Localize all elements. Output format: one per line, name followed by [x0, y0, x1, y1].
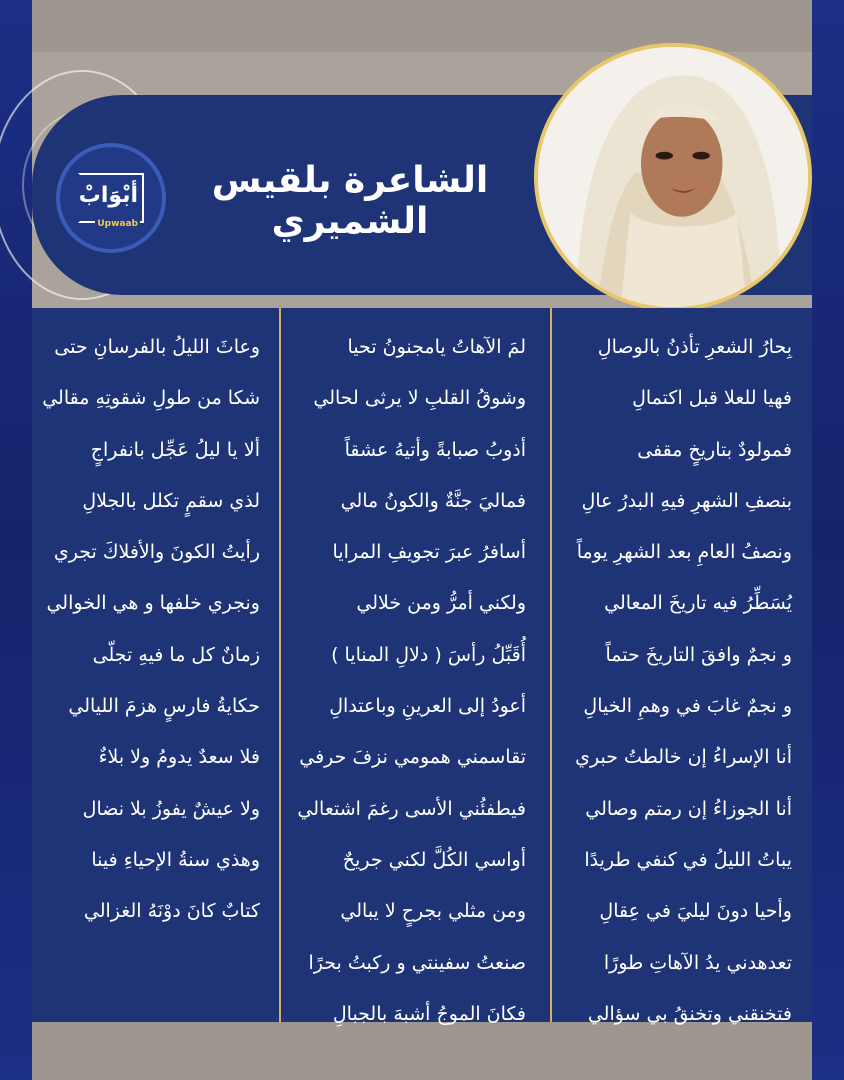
verse-line: لذي سقمٍ تكلل بالجلالِ [82, 489, 260, 512]
verse-line: فماليَ جنَّةٌ والكونُ مالي [340, 489, 526, 512]
verse-line: وأحيا دونَ ليليَ في عِقالِ [599, 900, 792, 923]
verse-line: ومن مثلي بجرحٍ لا يبالي [340, 900, 526, 923]
verse-line: أسافرُ عبرَ تجويفِ المرايا [332, 541, 526, 564]
logo-frame [78, 173, 144, 229]
right-border [812, 0, 844, 1080]
verse-line: وشوقُ القلبِ لا يرثى لحالي [313, 387, 526, 410]
verse-line: ولا عيشٌ يفوزُ بلا نضال [82, 797, 260, 820]
verse-line: أُقَبِّلُ رأسَ ( دلالِ المنايا ) [331, 643, 526, 666]
poet-portrait [534, 43, 812, 311]
site-logo [56, 143, 166, 253]
verse-line: فمولودٌ بتاريخٍ مقفى [637, 438, 792, 461]
poem-column-middle [278, 308, 550, 1025]
verse-line: فهيا للعلا قبل اكتمالِ [632, 387, 792, 410]
verse-line: و نجمٌ غابَ في وهمِ الخيالِ [583, 695, 792, 718]
verse-line: بنصفِ الشهرِ فيهِ البدرُ عالِ [581, 489, 792, 512]
column-divider [550, 308, 552, 1022]
verse-line: فكانَ الموجُ أشبهَ بالجبالِ [332, 1002, 526, 1025]
verse-line: ونجري خلفها و هي الخوالي [46, 592, 260, 615]
verse-line: يُسَطِّرُ فيه تاريخَ المعالي [604, 592, 792, 615]
verse-line: لمَ الآهاتُ يامجنونُ تحيا [347, 336, 526, 358]
verse-line: بِحارُ الشعرِ تأذنُ بالوصالِ [597, 336, 792, 358]
verse-line: وعاثَ الليلُ بالفرسانِ حتى [54, 336, 260, 358]
verse-line: أعودُ إلى العرينِ وباعتدالِ [329, 695, 526, 718]
verse-line: و نجمٌ وافقَ التاريخَ حتماً [605, 643, 792, 666]
poem-column-right [550, 308, 812, 1025]
logo-subtext: Upwaab [97, 219, 138, 229]
verse-line: رأيتُ الكونَ والأفلاكَ تجري [53, 541, 260, 564]
poet-title: الشاعرة بلقيس الشميري [211, 160, 489, 242]
verse-line: ألا يا ليلُ عَجِّل بانفراجٍ [90, 438, 260, 461]
verse-line: أنا الجوزاءُ إن رمتم وصالي [585, 797, 792, 820]
verse-line: صنعتُ سفينتي و ركبتُ بحرًا [308, 951, 526, 974]
verse-line: فتخنقني وتخنقُ بي سؤالي [587, 1002, 792, 1025]
logo-text: أبْوَابْ [78, 183, 138, 208]
column-divider [279, 308, 281, 1022]
verse-line: تقاسمني همومي نزفَ حرفي [299, 746, 526, 769]
poem-body [32, 308, 812, 1025]
verse-line: أواسي الكُلَّ لكني جريحٌ [342, 848, 526, 871]
verse-line: وهذي سنةُ الإحياءِ فينا [91, 848, 260, 871]
poem-column-left [32, 308, 278, 1022]
verse-line: ونصفُ العامِ بعد الشهرِ يوماً [576, 541, 792, 564]
verse-line: يباتُ الليلُ في كنفي طريدًا [584, 848, 792, 871]
verse-line: كتابٌ كانَ دوْنَهُ الغزالي [83, 900, 260, 923]
portrait-image [538, 47, 808, 307]
verse-line: فلا سعدٌ يدومُ ولا بلاءٌ [98, 746, 260, 769]
verse-line: أذوبُ صبابةً وأتيهُ عشقاً [344, 438, 526, 461]
verse-line: تعدهدني يدُ الآهاتِ طورًا [603, 951, 792, 974]
verse-line: شكا من طولِ شقوتِهِ مقالي [42, 387, 260, 410]
verse-line: أنا الإسراءُ إن خالطتُ حبري [575, 746, 792, 769]
verse-line: ولكني أمرُّ ومن خلالي [356, 592, 526, 615]
verse-line: حكايةُ فارسٍ هزمَ الليالي [68, 695, 260, 718]
verse-line: زمانٌ كل ما فيهِ تجلّى [92, 643, 260, 666]
verse-line: فيطفئُني الأسى رغمَ اشتعالي [297, 797, 526, 820]
